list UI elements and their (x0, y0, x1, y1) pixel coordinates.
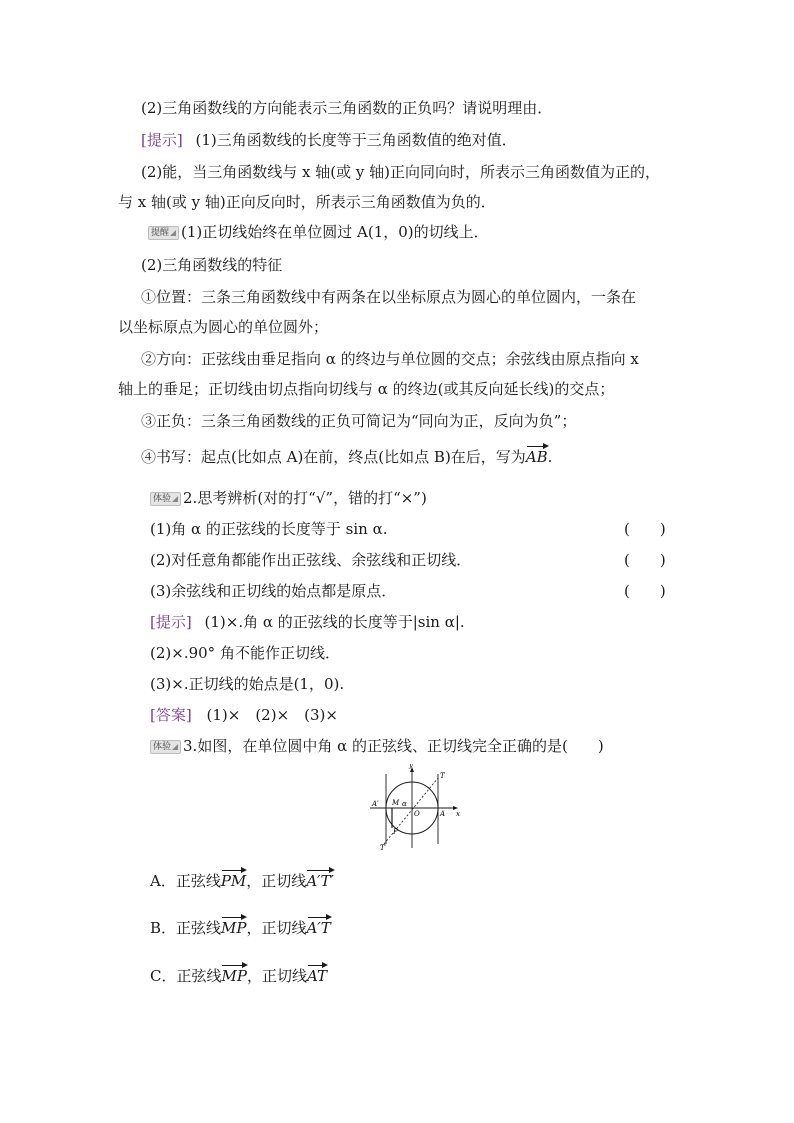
label-T-prime: T′ (380, 844, 387, 852)
hint-answer-1-text: (1)×.角 α 的正弦线的长度等于|sin α|. (204, 613, 465, 631)
label-O: O (414, 810, 420, 818)
label-T: T (440, 772, 445, 780)
label-A: A (440, 810, 446, 818)
exercise-tag: 体验 (150, 492, 181, 506)
answer-line (150, 705, 338, 725)
vector-pm: PM (220, 872, 247, 890)
period: . (547, 448, 553, 466)
judge-item-2: (2)对任意角都能作出正弦线、余弦线和正切线． (150, 551, 472, 569)
label-alpha: α (402, 800, 407, 808)
vector-a-prime-t-prime: A′T′ (306, 872, 334, 890)
vector-a-prime-t: A′T (306, 919, 331, 937)
reminder-tag: 提醒 (148, 226, 179, 240)
feature-direction-cont: 轴上的垂足；正切线由切点指向切线与 α 的终边(或其反向延长线)的交点； (118, 380, 615, 398)
hint-label: [提示] (141, 131, 183, 149)
label-x: x (456, 810, 460, 818)
option-c-mid: ，正切线 (246, 967, 307, 985)
exercise-2-heading (150, 488, 427, 508)
answer-blank-1: ( ) (624, 520, 666, 538)
vector-ab: AB (525, 448, 548, 466)
answer-label: [答案] (150, 706, 192, 724)
option-c-label: C．正弦线 (150, 967, 222, 985)
vector-at: AT (306, 967, 327, 985)
feature-writing (141, 447, 552, 467)
answer-blank-3: ( ) (624, 582, 666, 600)
question-2-line: (2)三角函数线的方向能表示三角函数的正负吗？请说明理由． (141, 99, 553, 117)
answer-blank-2: ( ) (624, 551, 666, 569)
answer-text: (1)× (2)× (3)× (206, 706, 338, 724)
option-c[interactable] (150, 966, 327, 986)
label-y: y (409, 764, 413, 769)
label-M: M (392, 799, 400, 807)
hint-1-text: (1)三角函数线的长度等于三角函数值的绝对值． (195, 131, 517, 149)
option-b[interactable] (150, 918, 331, 938)
option-a[interactable] (150, 871, 334, 891)
hint-2-line: (2)能，当三角函数线与 x 轴(或 y 轴)正向同向时，所表示三角函数值为正的， (141, 163, 660, 181)
reminder-line (148, 222, 489, 242)
label-A-prime: A′ (372, 800, 379, 808)
reminder-text: (1)正切线始终在单位圆过 A(1，0)的切线上． (181, 223, 489, 241)
hint-answer-1 (150, 612, 465, 632)
option-b-label: B．正弦线 (150, 919, 222, 937)
feature-position-cont: 以坐标原点为圆心的单位圆外； (118, 318, 329, 336)
vector-mp: MP (221, 967, 247, 985)
exercise-2-text: 2.思考辨析(对的打“√”，错的打“×”) (183, 489, 427, 507)
feature-position: ①位置：三条三角函数线中有两条在以坐标原点为圆心的单位圆内，一条在 (141, 288, 637, 306)
option-a-label: A．正弦线 (150, 872, 221, 890)
feature-writing-text: ④书写：起点(比如点 A)在前，终点(比如点 B)在后，写为 (141, 448, 526, 466)
unit-circle-figure (366, 764, 462, 852)
hint-1-line (141, 130, 517, 150)
exercise-3-text: 3.如图，在单位圆中角 α 的正弦线、正切线完全正确的是( ) (183, 737, 604, 755)
label-P: P (393, 828, 398, 836)
hint-answer-3: (3)×.正切线的始点是(1，0). (150, 675, 345, 693)
option-b-mid: ，正切线 (246, 919, 307, 937)
exercise-tag: 体验 (150, 740, 181, 754)
option-a-mid: ，正切线 (246, 872, 307, 890)
feature-direction: ②方向：正弦线由垂足指向 α 的终边与单位圆的交点；余弦线由原点指向 x (141, 350, 639, 368)
hint-answer-2: (2)×.90° 角不能作正切线． (150, 644, 340, 662)
hint-label: [提示] (150, 613, 192, 631)
vector-mp: MP (221, 919, 247, 937)
feature-sign: ③正负：三条三角函数线的正负可简记为“同向为正，反向为负”； (141, 412, 577, 430)
exercise-3-heading (150, 736, 604, 756)
judge-item-1: (1)角 α 的正弦线的长度等于 sin α. (150, 520, 388, 538)
features-heading: (2)三角函数线的特征 (141, 256, 283, 274)
judge-item-3: (3)余弦线和正切线的始点都是原点． (150, 582, 397, 600)
hint-2-cont: 与 x 轴(或 y 轴)正向反向时，所表示三角函数值为负的． (118, 193, 496, 211)
